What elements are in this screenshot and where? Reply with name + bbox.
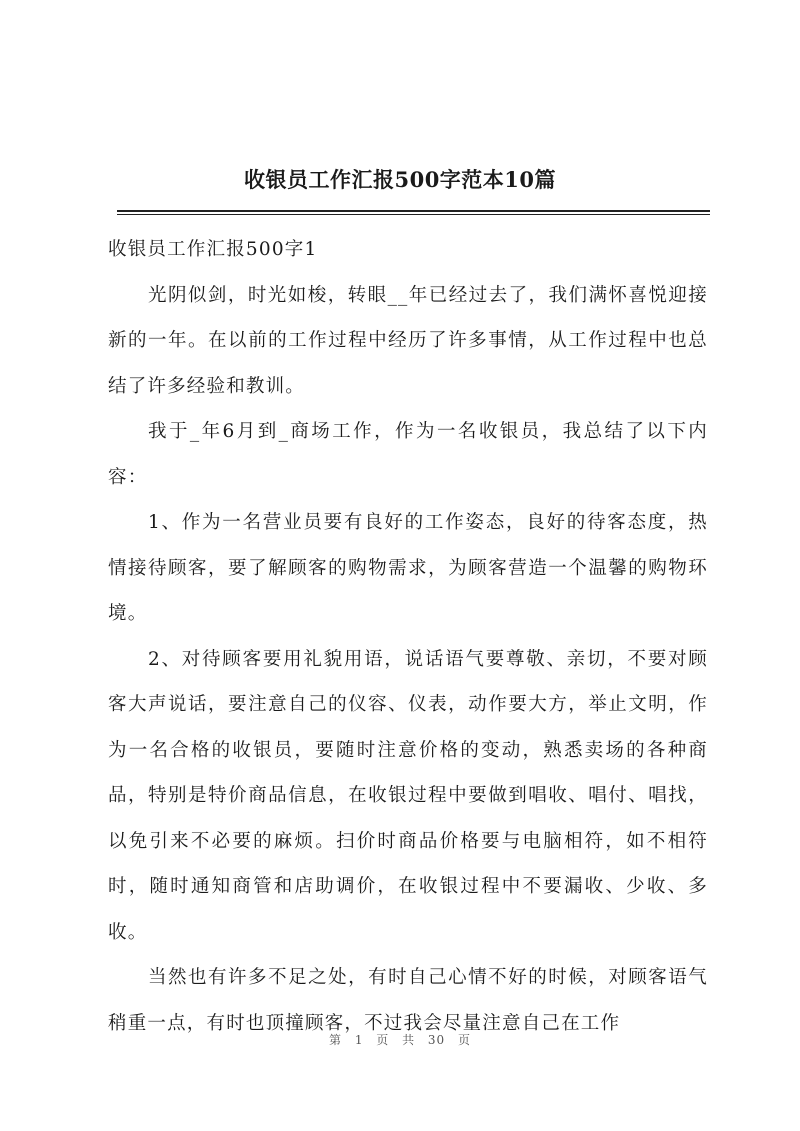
document-body xyxy=(108,227,708,1046)
page-footer: 第 1 页 共 30 页 xyxy=(329,1033,471,1047)
paragraph: 当然也有许多不足之处，有时自己心情不好的时候，对顾客语气稍重一点，有时也顶撞顾客，不过我会尽量注意自己在工作 xyxy=(108,967,708,1034)
section-heading: 收银员工作汇报500字1 xyxy=(108,239,318,260)
paragraph: 2、对待顾客要用礼貌用语，说话语气要尊敬、亲切，不要对顾客大声说话，要注意自己的仪容、仪表，动作要大方，举止文明，作为一名合格的收银员，要随时注意价格的变动，熟悉卖场的各种商品，特别是特价商品信息，在收银过程中要做到唱收、唱付、唱找，以免引来不必要的麻烦。扫价时商品价格要与电脑相符，如不相符时，随时通知商管和店助调价，在收银过程中不要漏收、少收、多收。 xyxy=(108,648,708,943)
paragraph: 我于_年6月到_商场工作，作为一名收银员，我总结了以下内容： xyxy=(108,421,708,488)
title-divider xyxy=(117,210,710,215)
document-title: 收银员工作汇报500字范本10篇 xyxy=(243,167,557,192)
paragraph: 1、作为一名营业员要有良好的工作姿态，良好的待客态度，热情接待顾客，要了解顾客的购物需求，为顾客营造一个温馨的购物环境。 xyxy=(108,512,708,624)
paragraph: 光阴似剑，时光如梭，转眼__年已经过去了，我们满怀喜悦迎接新的一年。在以前的工作过程中经历了许多事情，从工作过程中也总结了许多经验和教训。 xyxy=(108,284,708,397)
